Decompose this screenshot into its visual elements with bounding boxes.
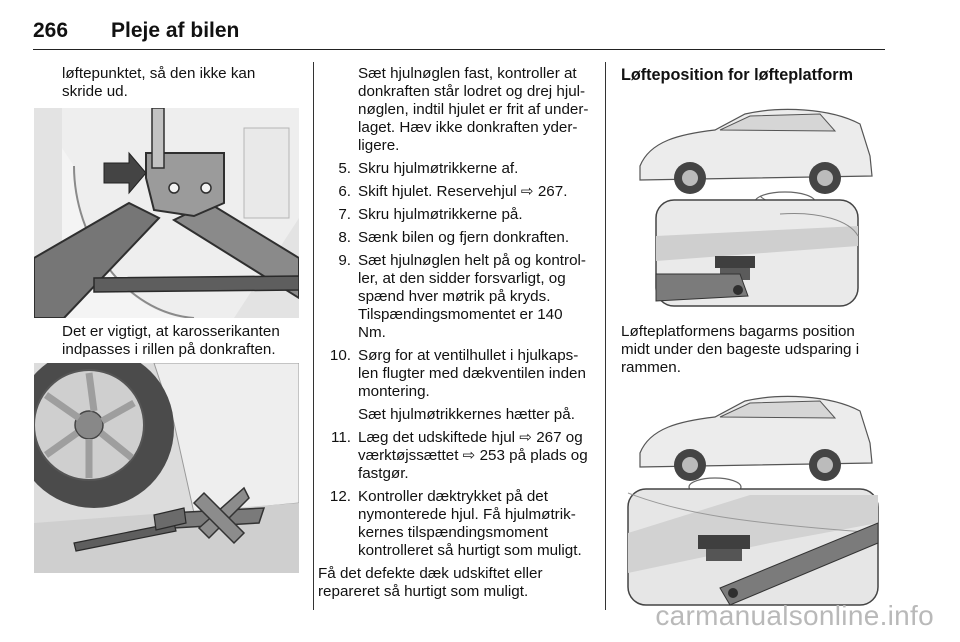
step-number: 7.	[338, 206, 351, 223]
column-divider	[313, 62, 314, 610]
col1-intro-text: løftepunktet, så den ikke kan skride ud.	[62, 65, 256, 100]
jack-placement-figure	[34, 108, 299, 318]
step-number: 11.	[331, 429, 351, 446]
list-item	[318, 206, 590, 224]
col3-caption-text: Løfteplatformens bagarms position midt under den bageste udsparing i rammen.	[621, 323, 860, 376]
step-text: Skift hjulet. Reservehjul ⇨ 267.	[358, 183, 568, 200]
lift-platform-figure-1	[620, 96, 885, 308]
step-text: Sænk bilen og fjern donkraften.	[358, 229, 570, 246]
jack-position-figure	[34, 363, 299, 573]
col2-text-column	[318, 65, 590, 601]
step-number: 10.	[329, 347, 351, 364]
list-item	[318, 429, 590, 483]
watermark-text: carmanualsonline.info	[655, 600, 934, 631]
step-number: 6.	[338, 183, 351, 200]
list-item	[318, 160, 590, 178]
step-number: 8.	[338, 229, 351, 246]
col1-caption-text: Det er vigtigt, at karosserikanten indpasses i rillen på donkraften.	[62, 323, 280, 358]
list-item	[318, 488, 590, 560]
step-text: Skru hjulmøtrikkerne af.	[358, 160, 519, 177]
list-item	[318, 183, 590, 201]
list-item	[318, 229, 590, 247]
list-item	[318, 252, 590, 342]
jack-placement-illustration	[34, 108, 299, 318]
column-divider	[605, 62, 606, 610]
step-text: Læg det udskiftede hjul ⇨ 267 og værktøjssættet ⇨ 253 på plads og fastgør.	[358, 429, 588, 482]
step-number: 9.	[338, 252, 351, 269]
page-number: 266	[33, 19, 69, 42]
step-text: Kontroller dæktrykket på det nymonterede hjul. Få hjulmøtrikkernes tilspændingsmoment kontrolleret så hurtigt som muligt.	[358, 488, 582, 559]
steps-list	[318, 160, 590, 560]
section-heading: Løfteposition for løfteplatform	[621, 66, 853, 84]
page-title: Pleje af bilen	[111, 19, 240, 42]
jack-under-car-illustration	[34, 363, 299, 573]
step-number: 5.	[338, 160, 351, 177]
step-text: Skru hjulmøtrikkerne på.	[358, 206, 523, 223]
list-item	[318, 347, 590, 401]
step-number: 12.	[329, 488, 351, 505]
col2-intro-paragraph: Sæt hjulnøglen fast, kontroller at donkraften står lodret og drej hjulnøglen, indtil hjulet er frit af underlaget. Hæv ikke donkraften yderligere.	[358, 65, 589, 154]
step-text: Sæt hjulnøglen helt på og kontroller, at den sidder forsvarligt, og spænd hver møtrik på kryds. Tilspændingsmomentet er 140 Nm.	[358, 252, 586, 341]
step-text: Sæt hjulmøtrikkernes hætter på.	[358, 406, 575, 423]
lift-platform-figure-2	[620, 383, 885, 608]
step-text: Sørg for at ventilhullet i hjulkapslen flugter med dækventilen inden montering.	[358, 347, 586, 400]
car-side-lift-illustration	[620, 96, 885, 308]
col2-closing-paragraph: Få det defekte dæk udskiftet eller repareret så hurtigt som muligt.	[318, 565, 543, 600]
page-header	[33, 15, 885, 50]
car-underbody-lift-illustration	[620, 383, 885, 608]
list-item	[318, 406, 590, 424]
